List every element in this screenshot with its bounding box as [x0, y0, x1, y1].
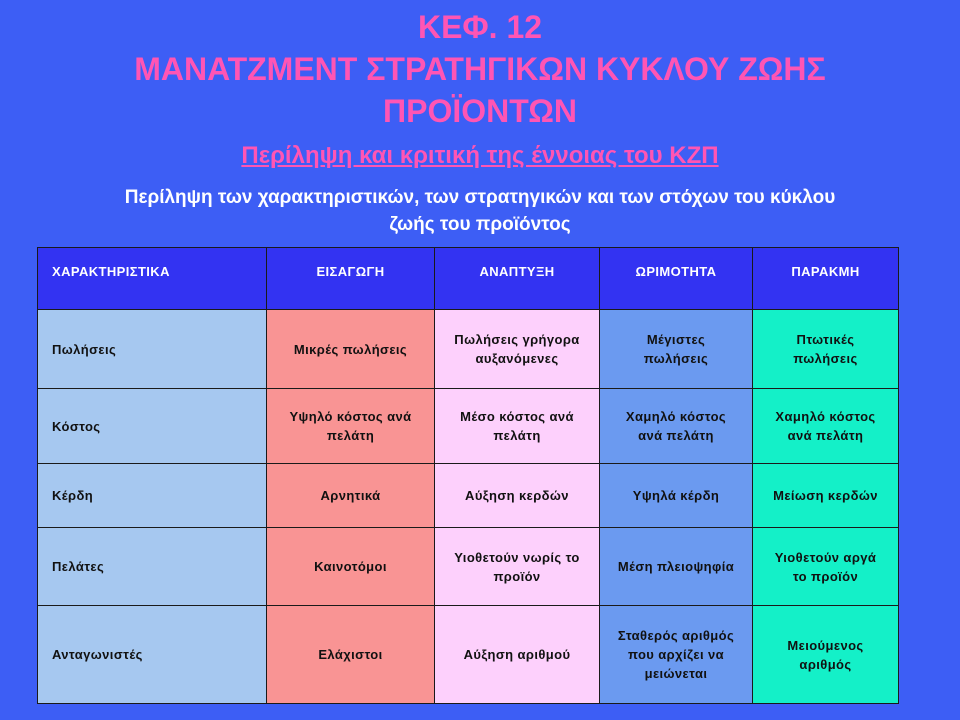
table-cell: Σταθερός αριθμός που αρχίζει να μειώνεται — [600, 606, 753, 704]
table-cell: Μέγιστες πωλήσεις — [600, 310, 753, 389]
table-cell: Χαμηλό κόστος ανά πελάτη — [600, 389, 753, 464]
table-cell: Υψηλά κέρδη — [600, 464, 753, 528]
row-label-competitors: Ανταγωνιστές — [38, 606, 267, 704]
table-row-profits — [38, 464, 899, 528]
table-row-competitors — [38, 606, 899, 704]
table-header-row — [38, 248, 899, 310]
table-row-customers — [38, 528, 899, 606]
table-cell: Μειούμενος αριθμός — [753, 606, 899, 704]
table-cell: Υιοθετούν νωρίς το προϊόν — [435, 528, 600, 606]
slide-description — [30, 184, 930, 238]
row-label-customers: Πελάτες — [38, 528, 267, 606]
table-cell: Πτωτικές πωλήσεις — [753, 310, 899, 389]
row-label-cost: Κόστος — [38, 389, 267, 464]
table-cell: Μικρές πωλήσεις — [267, 310, 435, 389]
header-growth: ΑΝΑΠΤΥΞΗ — [435, 248, 600, 310]
description-line-2: ζωής του προϊόντος — [389, 214, 571, 235]
table-row-sales — [38, 310, 899, 389]
table-cell: Χαμηλό κόστος ανά πελάτη — [753, 389, 899, 464]
title-line-1: ΚΕΦ. 12 — [417, 9, 543, 45]
table-cell: Μείωση κερδών — [753, 464, 899, 528]
description-line-1: Περίληψη των χαρακτηριστικών, των στρατηγικών και των στόχων του κύκλου — [124, 187, 836, 208]
table-cell: Μέση πλειοψηφία — [600, 528, 753, 606]
slide-subtitle: Περίληψη και κριτική της έννοιας του ΚΖΠ — [241, 142, 719, 169]
product-life-cycle-table — [37, 247, 899, 704]
title-line-2: ΜΑΝΑΤΖΜΕΝΤ ΣΤΡΑΤΗΓΙΚΩΝ ΚΥΚΛΟΥ ΖΩΗΣ — [134, 51, 826, 87]
row-label-sales: Πωλήσεις — [38, 310, 267, 389]
table-cell: Πωλήσεις γρήγορα αυξανόμενες — [435, 310, 600, 389]
slide-title — [0, 0, 960, 132]
table-cell: Μέσο κόστος ανά πελάτη — [435, 389, 600, 464]
header-decline: ΠΑΡΑΚΜΗ — [753, 248, 899, 310]
header-introduction: ΕΙΣΑΓΩΓΗ — [267, 248, 435, 310]
table-cell: Αύξηση κερδών — [435, 464, 600, 528]
row-label-profits: Κέρδη — [38, 464, 267, 528]
table-cell: Αρνητικά — [267, 464, 435, 528]
header-characteristics: ΧΑΡΑΚΤΗΡΙΣΤΙΚΑ — [38, 248, 267, 310]
header-maturity: ΩΡΙΜΟΤΗΤΑ — [600, 248, 753, 310]
title-line-3: ΠΡΟΪΟΝΤΩΝ — [383, 93, 577, 129]
table-cell: Υψηλό κόστος ανά πελάτη — [267, 389, 435, 464]
table-row-cost — [38, 389, 899, 464]
table-cell: Αύξηση αριθμού — [435, 606, 600, 704]
table-cell: Καινοτόμοι — [267, 528, 435, 606]
table-cell: Ελάχιστοι — [267, 606, 435, 704]
table-cell: Υιοθετούν αργά το προϊόν — [753, 528, 899, 606]
